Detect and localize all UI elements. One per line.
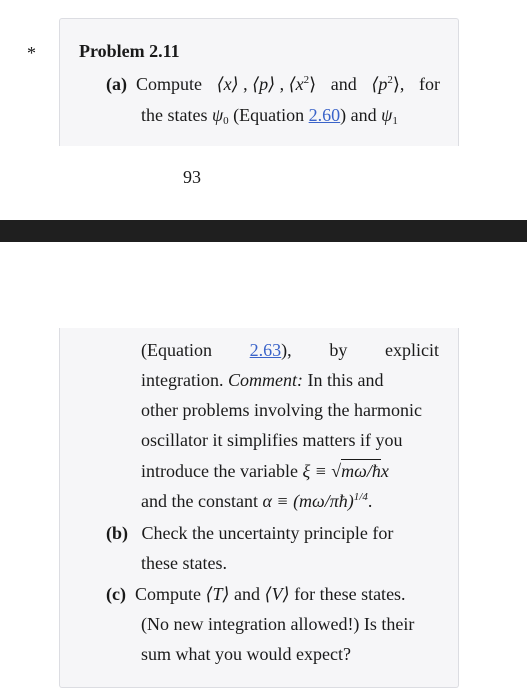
part-c-line-2: (No new integration allowed!) Is their xyxy=(141,614,415,634)
cont-line-4: oscillator it simplifies matters if you xyxy=(141,430,403,450)
cont-line-6: and the constant α ≡ (mω/πħ)$^{1/4}$. xyxy=(141,491,373,511)
page-break-bar xyxy=(0,220,527,242)
text: for xyxy=(418,74,440,94)
cont-line-1: (Equation 2.63), by explicit xyxy=(141,340,439,360)
cont-line-2: integration. Comment: In this and xyxy=(141,370,384,390)
part-c-line-3: sum what you would expect? xyxy=(141,644,351,664)
part-b-line-1: (b) Check the uncertainty principle for xyxy=(106,523,394,543)
part-b-line-2: these states. xyxy=(141,553,227,573)
part-b-label: (b) xyxy=(106,523,128,543)
part-a-line-1 xyxy=(106,73,440,95)
alpha-definition: α ≡ (mω/πħ)$^{1/4}$ xyxy=(262,491,368,511)
math-p2-expectation: $⟨p^2⟩$, xyxy=(371,74,405,94)
part-c-label: (c) xyxy=(106,584,126,604)
problem-title: Problem 2.11 xyxy=(79,41,180,61)
part-a-label: (a) xyxy=(106,74,127,94)
page-number: 93 xyxy=(183,167,201,187)
text: and xyxy=(330,74,357,94)
part-a-line-2: the states $\psi_0$ (Equation 2.60) and $\psi_1$ xyxy=(141,105,398,127)
math-x-expectation: ⟨x⟩ , ⟨p⟩ , $⟨x^2⟩$ xyxy=(216,74,317,94)
part-c-line-1: (c) Compute ⟨T⟩ and ⟨V⟩ for these states. xyxy=(106,584,406,604)
xi-definition: ξ ≡ √mω/ħx xyxy=(302,461,389,481)
starred-problem-marker: * xyxy=(27,43,36,63)
cont-line-3: other problems involving the harmonic xyxy=(141,400,422,420)
comment-label: Comment: xyxy=(227,370,303,390)
cont-line-5: introduce the variable ξ ≡ √mω/ħx xyxy=(141,461,389,481)
equation-link-2-63[interactable]: 2.63 xyxy=(249,340,282,360)
equation-link-2-60[interactable]: 2.60 xyxy=(308,105,341,125)
text: Compute xyxy=(136,74,202,94)
